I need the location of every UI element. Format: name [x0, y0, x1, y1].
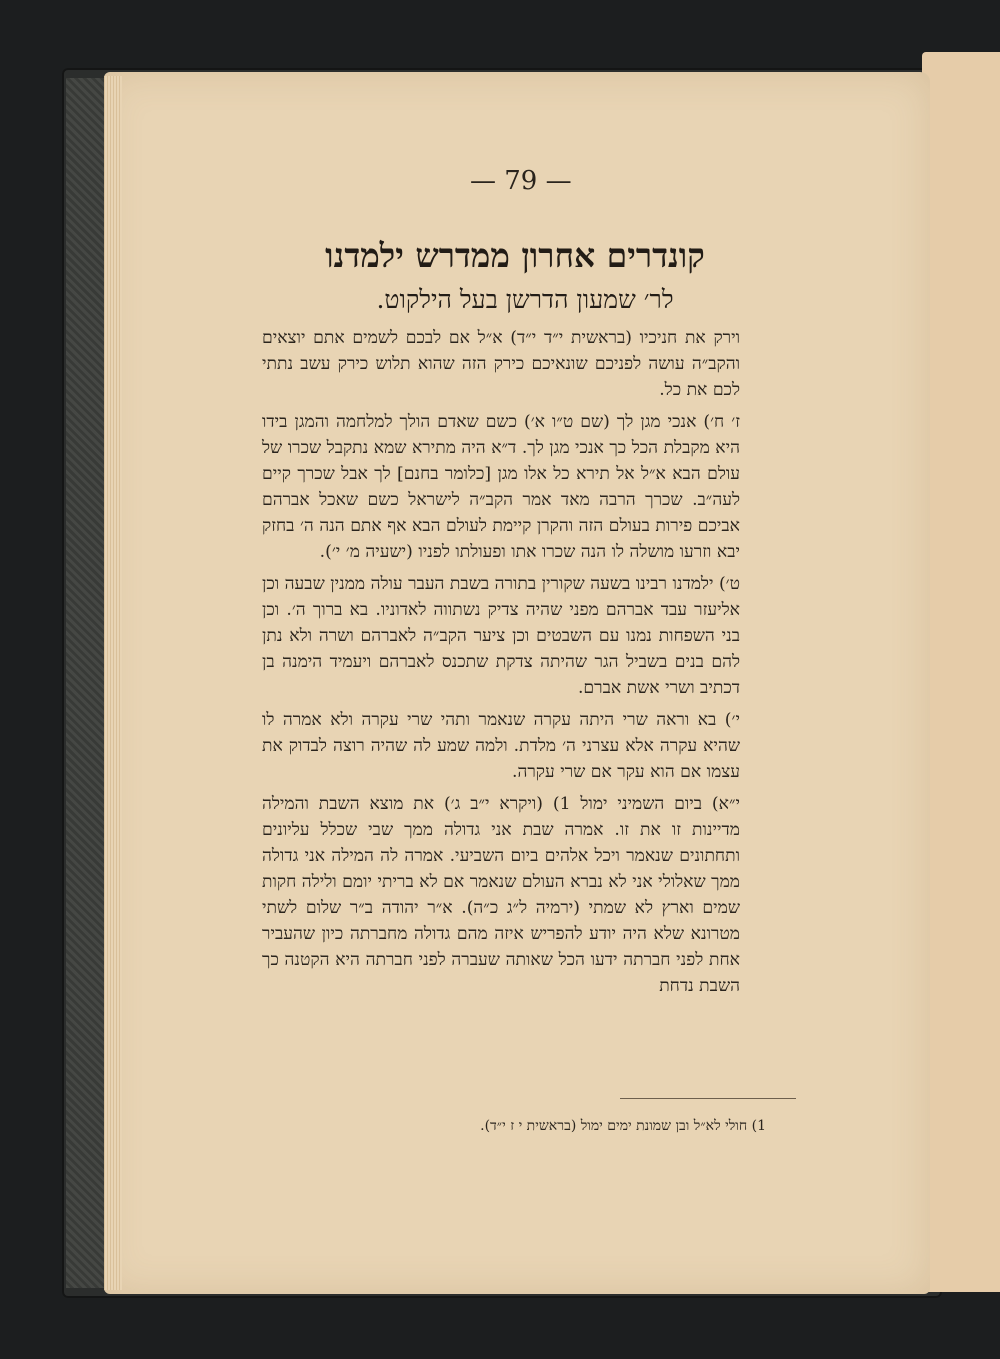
paragraph: ט׳) ילמדנו רבינו בשעה שקורין בתורה בשבת העבר עולה ממנין שבעה וכן אליעזר עבד אברהם מפני שהיה צדיק נשתווה לאדוניו. בא ברוך ה׳. וכן בני השפחות נמנו עם השבטים וכן ציער הקב״ה לאברהם ושרה ולא נתן להם בנים בשביל הגר שהיתה צדקת שתכנס לאברהם ויעמיד הימנה בן דכתיב ושרי אשת אברם. [262, 574, 740, 698]
footnote: 1) חולי לא״ל ובן שמונת ימים ימול (בראשית י ז י״ד). [480, 1118, 766, 1134]
paragraph: ז׳ ח׳) אנכי מגן לך (שם ט״ו א׳) כשם שאדם הולך למלחמה והמגן בידו היא מקבלת הכל כך אנכי מגן לך. ד״א היה מתירא שמא נתקבל שכרו של עולם הבא א״ל אל תירא כל אלו מגן [כלומר בחנם] לך אבל שכרך קיים לעה״ב. שכרך הרבה מאד אמר הקב״ה לישראל כשם שאכל אברהם אביכם פירות בעולם הזה והקרן קיימת לעולם הבא אף אתם הנה ה׳ בחזק יבא וזרעו מושלה לו הנה שכרו אתו ופעולתו לפניו (ישעיה מ׳ י׳). [262, 412, 740, 562]
facing-page-edge [922, 52, 1000, 1292]
page-number: — 79 — [470, 166, 572, 196]
page-subtitle: לר׳ שמעון הדרשן בעל הילקוט. [376, 285, 674, 314]
page-stack-edges [104, 76, 122, 1290]
body-text [262, 325, 740, 1005]
paragraph: י״א) ביום השמיני ימול 1) (ויקרא י״ב ג׳) את מוצא השבת והמילה מדיינות זו את זו. אמרה שבת אני גדולה ממך שבי שכלל עליונים ותחתונים שנאמר ויכל אלהים ביום השביעי. אמרה לה המילה אני גדולה ממך שאלולי אני לא נברא העולם שנאמר אם לא בריתי יומם ולילה חקות שמים וארץ לא שמתי (ירמיה ל״ג כ״ה). א״ר יהודה ב״ר שלום לשתי מטרונא שלא היה יודע להפריש איזה מהם גדולה מחברתה כיון שהעביר אחת לפני חברתה ידעו הכל שאותה שעברה לפני חברתה היא הקטנה כך השבת נדחת [262, 794, 740, 996]
page-title: קונדרים אחרון ממדרש ילמדנו [325, 236, 705, 275]
paragraph: י׳) בא וראה שרי היתה עקרה שנאמר ותהי שרי עקרה ולא אמרה לו שהיא עקרה אלא עצרני ה׳ מלדת. ולמה שמע לה שהיה רוצה לבדוק את עצמו אם הוא עקר אם שרי עקרה. [262, 710, 740, 782]
paragraph: וירק את חניכיו (בראשית י״ד י״ד) א״ל אם לבכם לשמים אתם יוצאים והקב״ה עושה לפניכם שונאיכם כירק הזה שהוא תלוש כירק עשב נתתי לכם את כל. [262, 328, 740, 400]
footnote-divider [620, 1098, 796, 1099]
